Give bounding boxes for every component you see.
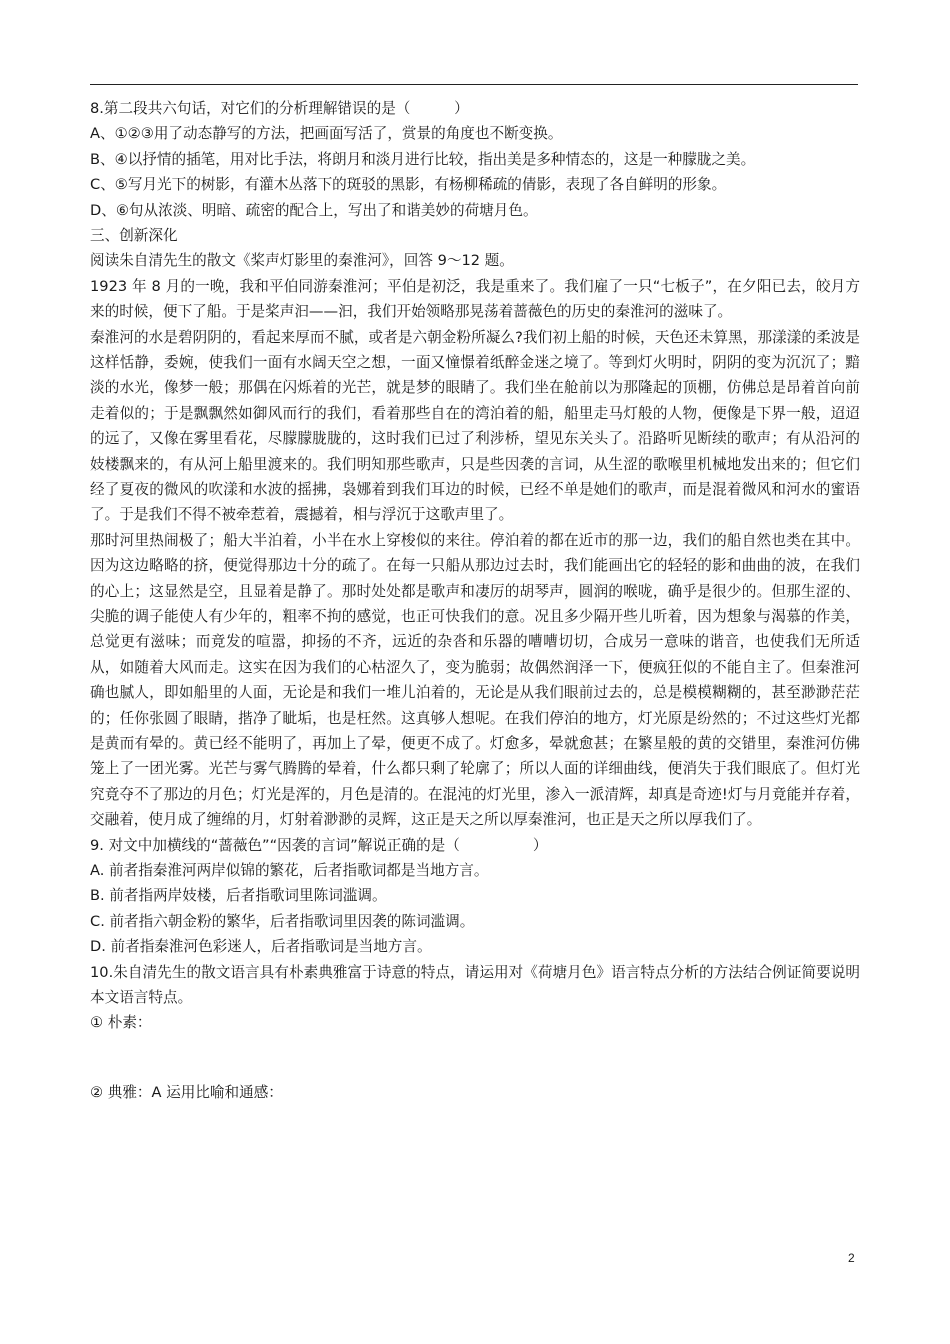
section-heading: 三、创新深化	[90, 226, 178, 244]
q8-stem: 8.第二段共六句话，对它们的分析理解错误的是（ ）	[90, 100, 469, 117]
q9-stem: 9. 对文中加横线的“蔷薇色”“因袭的言词”解说正确的是（ ）	[90, 836, 548, 854]
passage-paragraph-3: 那时河里热闹极了；船大半泊着，小半在水上穿梭似的来往。停泊着的都在近市的那一边，我们的船自然也类在其中。因为这边略略的挤，便觉得那边十分的疏了。在每一只船从那边过去时，我们能画出它的轻轻的影和曲曲的波，在我们的心上；这显然是空，且显着是静了。那时处处都是歌声和凄厉的胡琴声，圆润的喉咙，确乎是很少的。但那生涩的、尖脆的调子能使人有少年的，粗率不拘的感觉，也正可快我们的意。况且多少隔开些儿听着，因为想象与渴慕的作美，总觉更有滋味；而竟发的喧嚣，抑扬的不齐，远近的杂沓和乐器的嘈嘈切切，合成另一意味的谐音，也使我们无所适从，如随着大风而走。这实在因为我们的心枯涩久了，变为脆弱；故偶然润泽一下，便疯狂似的不能自主了。但秦淮河确也腻人，即如船里的人面，无论是和我们一堆儿泊着的，无论是从我们眼前过去的，总是模模糊糊的，甚至渺渺茫茫的；任你张圆了眼睛，揩净了眦垢，也是枉然。这真够人想呢。在我们停泊的地方，灯光原是纷然的；不过这些灯光都是黄而有晕的。黄已经不能明了，再加上了晕，便更不成了。灯愈多，晕就愈甚；在繁星般的黄的交错里，秦淮河仿佛笼上了一团光雾。光芒与雾气腾腾的晕着，什么都只剩了轮廓了；所以人面的详细曲线，便消失于我们眼底了。但灯光究竟夺不了那边的月色；灯光是浑的，月色是清的。在混沌的灯光里，渗入一派清辉，却真是奇迹!灯与月竟能并存着，交融着，使月成了缠绵的月，灯射着渺渺的灵辉，这正是天之所以厚秦淮河，也正是天之所以厚我们了。	[90, 531, 860, 829]
page-body	[90, 96, 860, 1105]
q8-option-a: A、①②③用了动态静写的方法，把画面写活了，赏景的角度也不断变换。	[90, 125, 563, 143]
q9-option-c: C. 前者指六朝金粉的繁华，后者指歌词里因袭的陈词滥调。	[90, 912, 475, 930]
q9-option-a: A. 前者指秦淮河两岸似锦的繁花，后者指歌词都是当地方言。	[90, 862, 489, 880]
passage-paragraph-1: 1923 年 8 月的一晚，我和平伯同游秦淮河；平伯是初泛，我是重来了。我们雇了一只“七板子”，在夕阳已去，皎月方来的时候，便下了船。于是桨声汩——汩，我们开始领略那晃荡着蔷薇色的历史的秦淮河的滋味了。	[90, 277, 860, 321]
section-intro: 阅读朱自清先生的散文《桨声灯影里的秦淮河》，回答 9～12 题。	[90, 252, 514, 270]
q8-option-c: C、⑤写月光下的树影，有灌木丛落下的斑驳的黑影，有杨柳稀疏的倩影，表现了各自鲜明的形象。	[90, 176, 727, 194]
q10-item-2: ② 典雅：A 运用比喻和通感：	[90, 1083, 283, 1101]
passage-paragraph-2: 秦淮河的水是碧阴阴的，看起来厚而不腻，或者是六朝金粉所凝么?我们初上船的时候，天色还未算黑，那漾漾的柔波是这样恬静，委婉，使我们一面有水阔天空之想，一面又憧憬着纸醉金迷之境了。等到灯火明时，阴阴的变为沉沉了；黯淡的水光，像梦一般；那偶在闪烁着的光芒，就是梦的眼睛了。我们坐在舱前以为那隆起的顶棚，仿佛总是昂着首向前走着似的；于是飘飘然如御风而行的我们，看着那些自在的湾泊着的船，船里走马灯般的人物，便像是下界一般，迢迢的远了，又像在雾里看花，尽朦朦胧胧的，这时我们已过了利涉桥，望见东关头了。沿路听见断续的歌声；有从沿河的妓楼飘来的，有从河上船里渡来的。我们明知那些歌声，只是些因袭的言词，从生涩的歌喉里机械地发出来的；但它们经了夏夜的微风的吹漾和水波的摇拂，袅娜着到我们耳边的时候，已经不单是她们的歌声，而是混着微风和河水的蜜语了。于是我们不得不被牵惹着，震撼着，相与浮沉于这歌声里了。	[90, 328, 860, 524]
q10-item-1: ① 朴素：	[90, 1014, 152, 1032]
page-number: 2	[848, 1251, 855, 1265]
answer-space	[90, 1036, 860, 1080]
header-rule	[90, 84, 858, 85]
q9-option-b: B. 前者指两岸妓楼，后者指歌词里陈词滥调。	[90, 887, 387, 905]
q8-option-d: D、⑥句从浓淡、明暗、疏密的配合上，写出了和谐美妙的荷塘月色。	[90, 201, 538, 219]
q9-option-d: D. 前者指秦淮河色彩迷人，后者指歌词是当地方言。	[90, 938, 432, 956]
q8-option-b: B、④以抒情的插笔，用对比手法，将朗月和淡月进行比较，指出美是多种情态的，这是一种朦胧之美。	[90, 150, 756, 168]
q10-stem: 10.朱自清先生的散文语言具有朴素典雅富于诗意的特点，请运用对《荷塘月色》语言特点分析的方法结合例证简要说明本文语言特点。	[90, 963, 860, 1007]
